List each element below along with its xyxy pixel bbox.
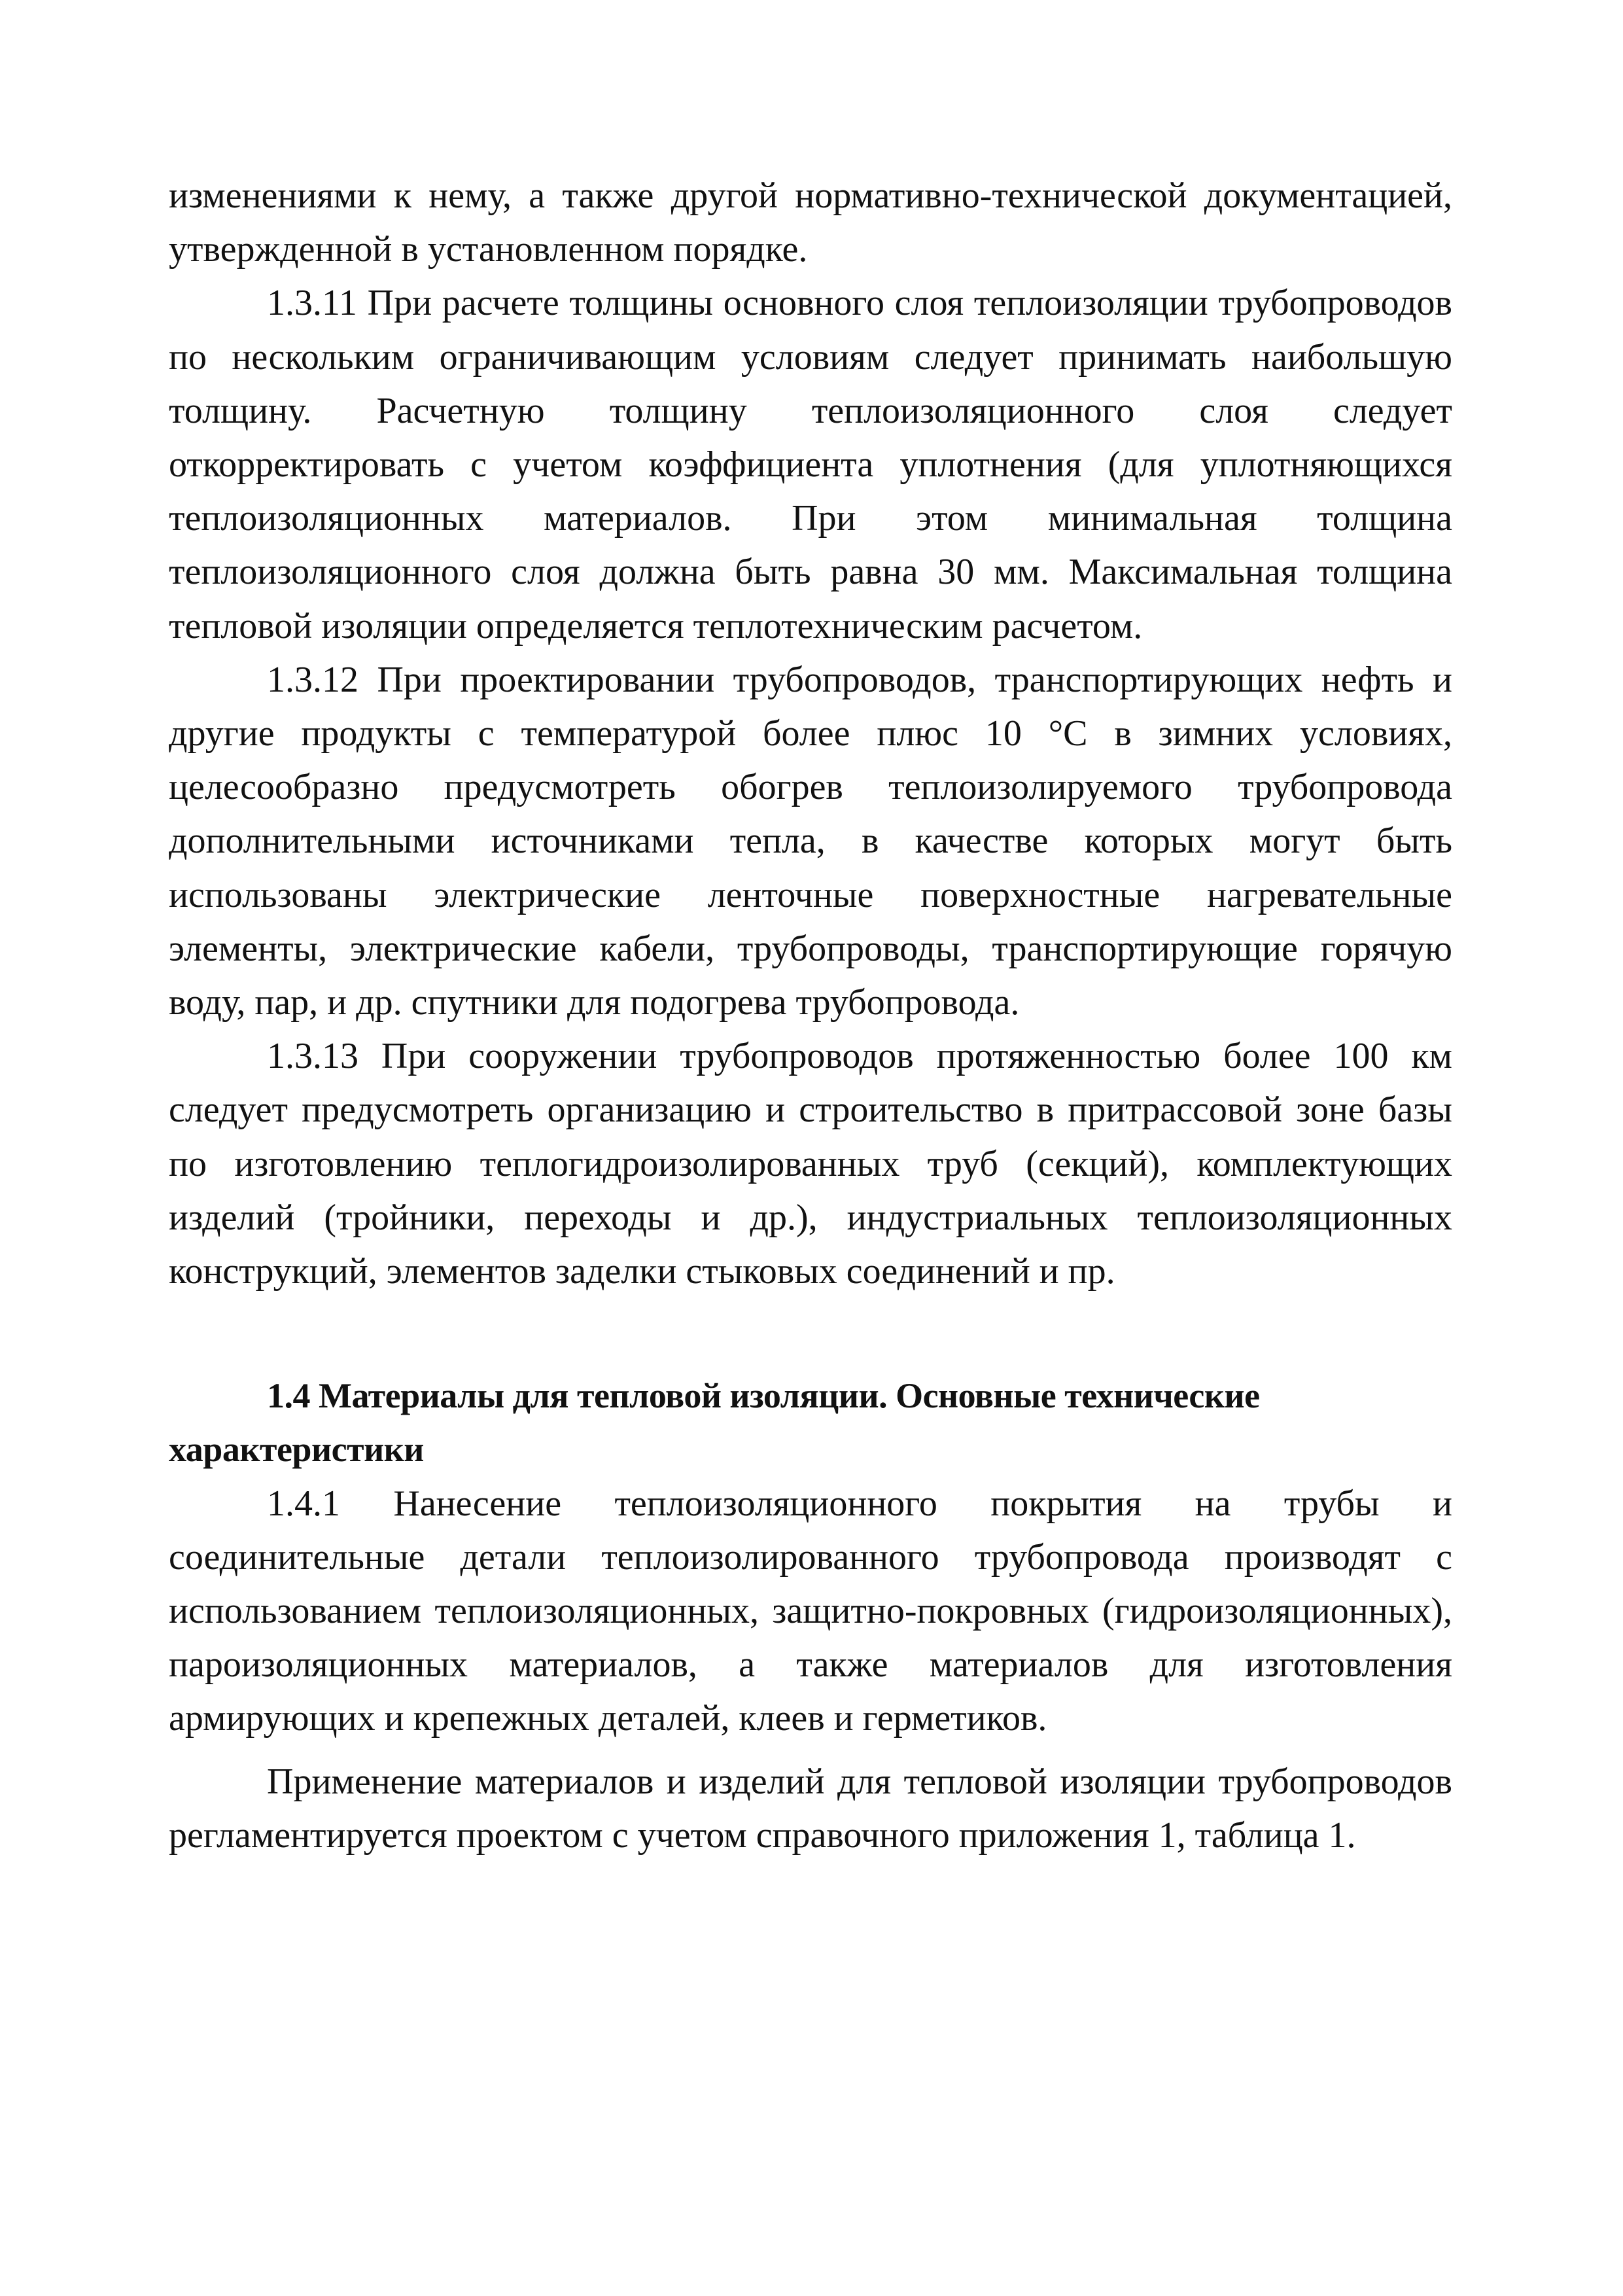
paragraph-application: Применение материалов и изделий для тепловой изоляции трубопроводов регламентируется проектом с учетом справочного приложения 1, таблица 1. [169,1761,1452,1856]
paragraph-1-3-12: 1.3.12 При проектировании трубопроводов, транспортирующих нефть и другие продукты с температурой более плюс 10 °С в зимних условиях, целесообразно предусмотреть обогрев теплоизолируемого трубопровода дополнительными источниками тепла, в качестве которых могут быть использованы электрические ленточные поверхностные нагревательные элементы, электрические кабели, трубопроводы, транспортирующие горячую воду, пар, и др. спутники для подогрева трубопровода. [169,659,1452,1023]
section-heading-1-4: 1.4 Материалы для тепловой изоляции. Основные технические характеристики [169,1376,1260,1470]
paragraph-1-3-11: 1.3.11 При расчете толщины основного слоя теплоизоляции трубопроводов по нескольким ограничивающим условиям следует принимать наибольшую толщину. Расчетную толщину теплоизоляционного слоя следует откорректировать с учетом коэффициента уплотнения (для уплотняющихся теплоизоляционных материалов. При этом минимальная толщина теплоизоляционного слоя должна быть равна 30 мм. Максимальная толщина тепловой изоляции определяется теплотехническим расчетом. [169,283,1452,646]
paragraph-1-4-1: 1.4.1 Нанесение теплоизоляционного покрытия на трубы и соединительные детали теплоизолированного трубопровода производят с использованием теплоизоляционных, защитно-покровных (гидроизоляционных), пароизоляционных материалов, а также материалов для изготовления армирующих и крепежных деталей, клеев и герметиков. [169,1483,1452,1739]
paragraph-continuation: изменениями к нему, а также другой нормативно-технической документацией, утвержденной в установленном порядке. [169,175,1452,270]
document-body [169,169,1452,1862]
paragraph-1-3-13: 1.3.13 При сооружении трубопроводов протяженностью более 100 км следует предусмотреть организацию и строительство в притрассовой зоне базы по изготовлению теплогидроизолированных труб (секций), комплектующих изделий (тройники, переходы и др.), индустриальных теплоизоляционных конструкций, элементов заделки стыковых соединений и пр. [169,1036,1452,1292]
